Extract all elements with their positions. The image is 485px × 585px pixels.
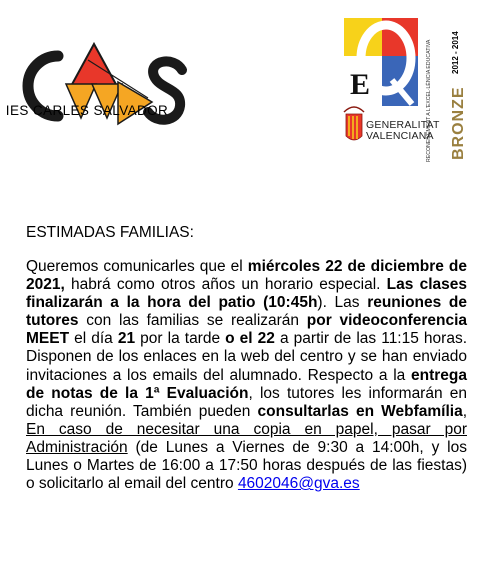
logo-triangle-red [70, 44, 118, 88]
letter-body [26, 258, 467, 493]
school-logo [14, 38, 189, 163]
videoconference-emphasis: por videoconferencia MEET [26, 312, 467, 348]
text: ). Las [317, 294, 368, 312]
time-emphasis: (10:45h [263, 294, 318, 312]
quality-seal [338, 12, 473, 162]
day-emphasis: 21 [117, 330, 136, 348]
tutor-meetings-emphasis: reuniones de tutores [26, 294, 467, 330]
school-name: IES CARLES SALVADOR [5, 103, 169, 118]
grades-emphasis: entrega de notas de la 1ª Evaluación [26, 366, 467, 402]
email-link[interactable]: 4602046@gva.es [237, 475, 360, 493]
webfamilia-emphasis: consultarlas en Webfamília [257, 402, 463, 420]
paper-copy-note: En caso de necesitar una copia en papel, pasar por Administración [26, 420, 467, 456]
text: , [462, 402, 467, 420]
text: habrá como otros años un horario especial. [64, 276, 387, 294]
salutation: ESTIMADAS FAMILIAS: [26, 224, 194, 241]
text: a partir de las 11:15 horas. Disponen de los enlaces en la web del centro y se han enviado invitaciones a los emails del alumnado. Respecto a la [26, 330, 467, 384]
seal-level: BRONZE [450, 86, 467, 160]
text: con las familias se realizarán [78, 312, 307, 330]
seal-letter-e: E [350, 68, 371, 101]
seal-recognition-text: RECONEIXEMENT A L'EXCEL·LÈNCIA EDUCATIVA [426, 39, 432, 162]
text: por la tarde [135, 330, 226, 348]
generalitat-line2: VALENCIANA [366, 130, 434, 142]
generalitat-line1: GENERALITAT [366, 119, 440, 131]
seal-years: 2012 - 2014 [451, 31, 460, 74]
text: , los tutores les informarán en dicha reunión. También pueden [26, 384, 467, 420]
alt-day-emphasis: o el 22 [225, 330, 275, 348]
date-emphasis: miércoles 22 de diciembre de 2021, [26, 258, 468, 294]
classes-end-emphasis: Las clases finalizarán a la hora del patio [26, 276, 467, 312]
text: (de Lunes a Viernes de 9:30 a 14:00h, y los Lunes o Martes de 16:00 a 17:50 horas después de las fiestas) o solicitarlo al email del centro [26, 438, 467, 493]
text: el día [69, 330, 118, 348]
text: Queremos comunicarles que el [26, 258, 248, 275]
seal-letter-q [339, 15, 340, 16]
generalitat-coat-of-arms-icon [344, 107, 364, 140]
school-logo-mark [14, 38, 189, 138]
